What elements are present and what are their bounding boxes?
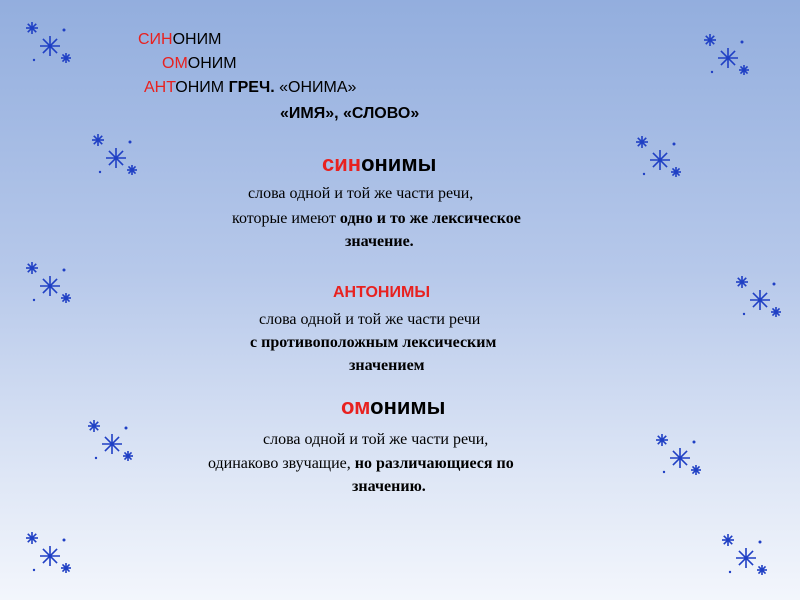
snowflake-icon <box>22 18 74 70</box>
intro-line-synonym: СИНОНИМ <box>138 31 222 48</box>
snowflake-icon <box>84 416 136 468</box>
snowflake-icon <box>732 272 784 324</box>
homonyms-heading: омонимы <box>341 394 446 419</box>
intro-line-homonym: ОМОНИМ <box>162 55 237 72</box>
synonyms-definition-line2: которые имеют одно и то же лексическое <box>232 210 521 227</box>
synonyms-definition-line3: значение. <box>345 233 414 250</box>
antonyms-heading: АНТОНИМЫ <box>333 284 430 301</box>
snowflake-icon <box>718 530 770 582</box>
homonyms-definition-line1: слова одной и той же части речи, <box>263 431 489 448</box>
snowflake-icon <box>700 30 752 82</box>
intro-line-meaning: «ИМЯ», «СЛОВО» <box>280 105 420 122</box>
synonyms-definition-line1: слова одной и той же части речи, <box>248 185 474 202</box>
snowflake-icon <box>22 528 74 580</box>
intro-line-antonym: АНТОНИМ ГРЕЧ. «ОНИМА» <box>144 79 357 96</box>
snowflake-icon <box>632 132 684 184</box>
antonyms-definition-line1: слова одной и той же части речи <box>259 311 481 328</box>
synonyms-heading: синонимы <box>322 151 437 176</box>
homonyms-definition-line2: одинаково звучащие, но различающиеся по <box>208 455 514 472</box>
snowflake-icon <box>22 258 74 310</box>
snowflake-icon <box>652 430 704 482</box>
homonyms-definition-line3: значению. <box>352 478 426 495</box>
antonyms-definition-line2: с противоположным лексическим <box>250 334 497 351</box>
snowflake-icon <box>88 130 140 182</box>
antonyms-definition-line3: значением <box>349 357 425 374</box>
